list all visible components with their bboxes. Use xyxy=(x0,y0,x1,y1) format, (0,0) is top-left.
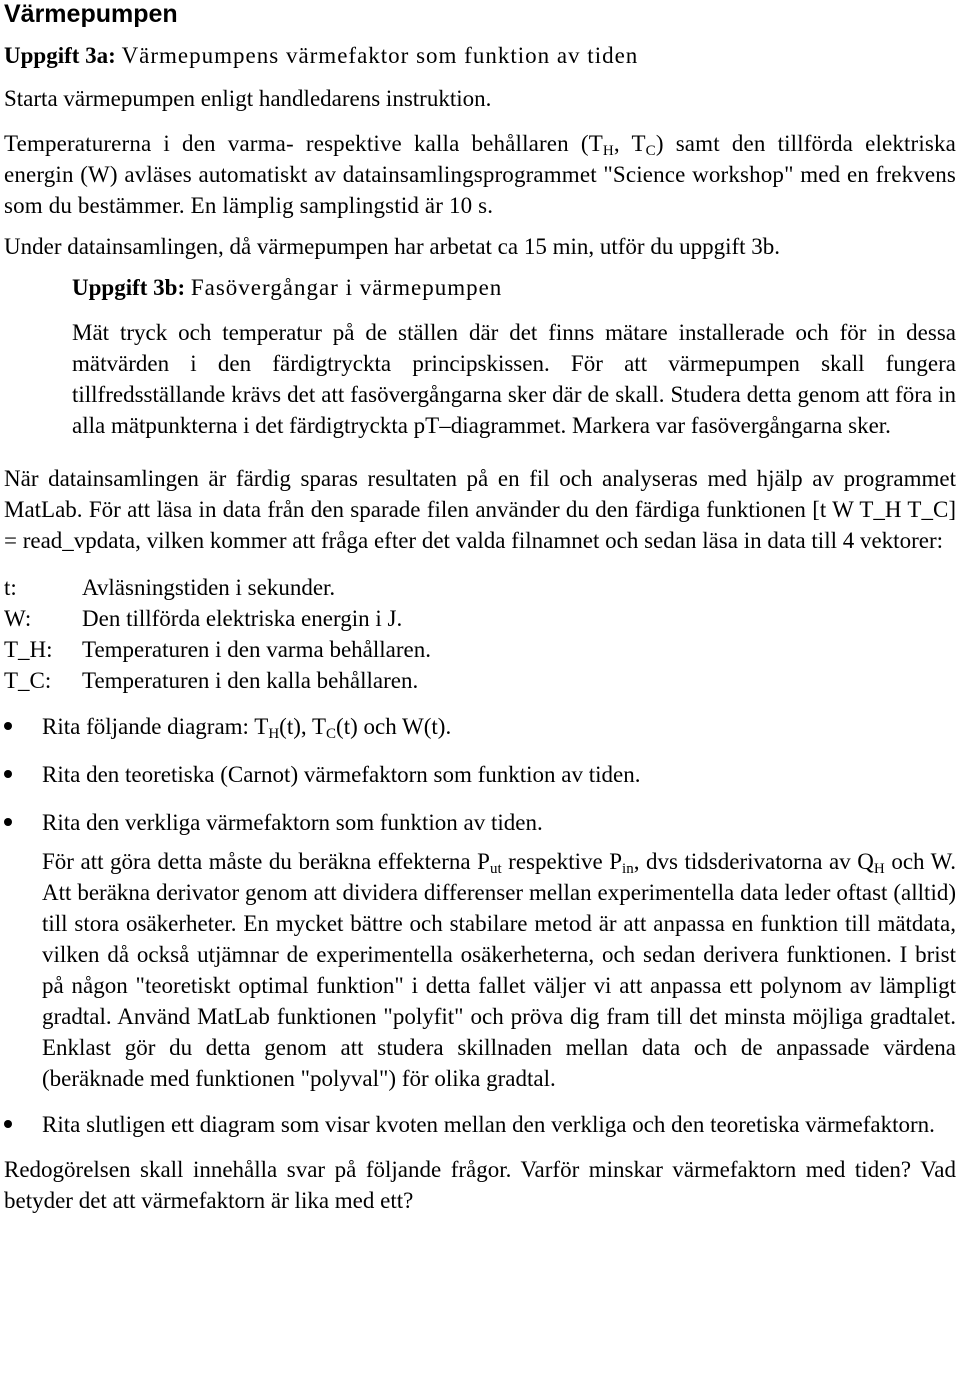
task-3a-title: Värmepumpens värmefaktor som funktion av tiden xyxy=(121,43,639,68)
bullet-icon xyxy=(4,1120,12,1128)
vector-name: T_C: xyxy=(4,668,52,693)
paragraph-data-acquisition: Temperaturerna i den varma- respektive kalla behållaren ($T_H$, $T_C$) samt den tillförda elektriska energin (W) avläses automatiskt av datainsamlingsprogrammet "Science workshop" med en frekvens som du bestämmer. En lämplig samplingstid är 10 s. xyxy=(4,131,956,218)
task-3b-title: Fasövergångar i värmepumpen xyxy=(190,275,503,300)
bullet-item-ratio: Rita slutligen ett diagram som visar kvoten mellan den verkliga och den teoretiska värmefaktorn. xyxy=(4,1109,956,1140)
bullet-detail-derivatives: För att göra detta måste du beräkna effekterna $P_{ut}$ respektive $P_{in}$, dvs tidsderivatorna av $Q_H$ och W. Att beräkna derivator genom att dividera differenser mellan experimentella data leder oftast (alltid) till stora osäkerheter. En mycket bättre och stabilare metod är att anpassa en funktion till mätdata, vilken då också utjämnar de experimentella osäkerheterna, och sedan derivera funktionen. I brist på någon "teoretiskt optimal funktion" i detta fallet väljer vi att anpassa ett polynom av lämpligt gradtal. Använd MatLab funktionen "polyfit" och pröva dig fram till det minsta möjliga gradtalet. Enklast gör du detta genom att studera skillnaden mellan data och de anpassade värdena (beräknade med funktionen "polyval") för olika gradtal. xyxy=(42,849,957,1091)
start-instruction: Starta värmepumpen enligt handledarens instruktion. xyxy=(4,86,492,111)
vector-name: t: xyxy=(4,575,17,600)
vector-description: Temperaturen i den varma behållaren. xyxy=(82,637,431,662)
paragraph-analysis: När datainsamlingen är färdig sparas resultaten på en fil och analyseras med hjälp av programmet MatLab. För att läsa in data från den sparade filen använder du den färdiga funktionen [t W T_H T_C] = read_vpdata, vilken kommer att fråga efter det valda filnamnet och sedan läsa in data till 4 vektorer: xyxy=(4,466,956,553)
bullet-icon xyxy=(4,818,12,826)
vector-name: W: xyxy=(4,606,32,631)
document-page xyxy=(4,0,956,1216)
vector-list xyxy=(4,572,956,696)
page-title: Värmepumpen xyxy=(4,0,178,28)
paragraph-report-questions: Redogörelsen skall innehålla svar på följande frågor. Varför minskar värmefaktorn med tiden? Vad betyder det att värmefaktorn är lika med ett? xyxy=(4,1157,956,1213)
task-3b-body: Mät tryck och temperatur på de ställen där det finns mätare installerade och för in dessa mätvärden i den färdigtryckta principskissen. För att värmepumpen skall fungera tillfredsställande krävs det att fasövergångarna sker där de skall. Studera detta genom att föra in alla mätpunkterna i det färdigtryckta pT–diagrammet. Markera var fasövergångarna sker. xyxy=(72,320,956,438)
vector-description: Temperaturen i den kalla behållaren. xyxy=(82,668,419,693)
task-3b-section xyxy=(72,272,956,441)
bullet-item-real-cop: Rita den verkliga värmefaktorn som funktion av tiden. För att göra detta måste du beräkna effekterna $P_{ut}$ respektive $P_{in}$, dvs tidsderivatorna av $Q_H$ och W. Att beräkna derivator genom att dividera differenser mellan experimentella data leder oftast (alltid) till stora osäkerheter. En mycket bättre och stabilare metod är att anpassa en funktion till mätdata, vilken då också utjämnar de experimentella osäkerheterna, och sedan derivera funktionen. I brist på någon "teoretiskt optimal funktion" i detta fallet väljer vi att anpassa ett polynom av lämpligt gradtal. Använd MatLab funktionen "polyfit" och pröva dig fram till det minsta möjliga gradtalet. Enklast gör du detta genom att studera skillnaden mellan data och de anpassade värdena (beräknade med funktionen "polyval") för olika gradtal. xyxy=(4,807,956,1094)
bullet-icon xyxy=(4,770,12,778)
vector-description: Den tillförda elektriska energin i J. xyxy=(82,606,403,631)
bullet-icon xyxy=(4,722,12,730)
paragraph-during-acquisition: Under datainsamlingen, då värmepumpen har arbetat ca 15 min, utför du uppgift 3b. xyxy=(4,234,781,259)
task-3b-label: Uppgift 3b: xyxy=(72,275,186,300)
task-3a-heading xyxy=(4,40,956,71)
task-3a-label: Uppgift 3a: xyxy=(4,43,116,68)
vector-description: Avläsningstiden i sekunder. xyxy=(82,575,336,600)
bullet-item-carnot: Rita den teoretiska (Carnot) värmefaktorn som funktion av tiden. xyxy=(4,759,956,790)
vector-name: T_H: xyxy=(4,637,53,662)
bullet-item-diagrams: Rita följande diagram: $T_H(t)$, $T_C(t)$ och W(t). xyxy=(4,711,956,742)
task-3b-heading xyxy=(72,272,956,303)
